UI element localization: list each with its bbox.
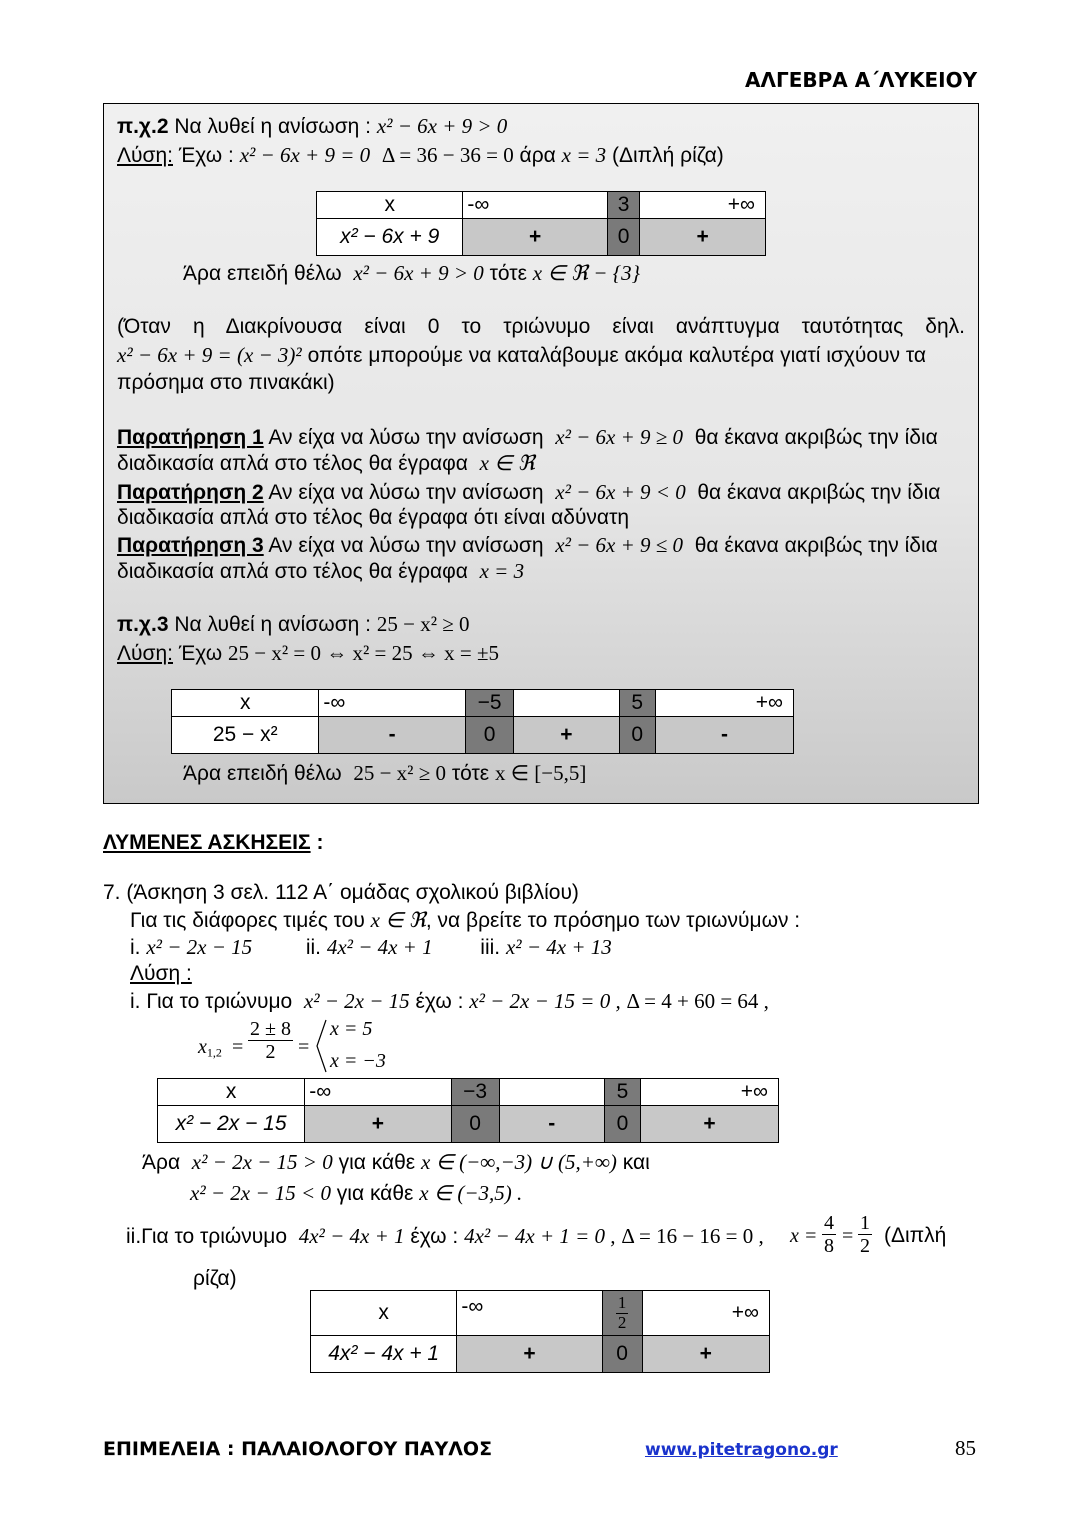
sign-cell: + <box>463 219 608 256</box>
sign-zero: 0 <box>451 1106 499 1143</box>
sign-table-neg-inf: -∞ <box>457 1291 602 1336</box>
double-root-note: (Διπλή <box>884 1224 947 1247</box>
example-2-label: π.χ.2 <box>117 115 169 138</box>
identity-equation: x² − 6x + 9 = (x − 3)² <box>117 343 302 367</box>
sign-zero: 0 <box>607 219 639 256</box>
fraction-numerator: 2 ± 8 <box>250 1018 291 1040</box>
exercise-7-title: 7. (Άσκηση 3 σελ. 112 Α΄ ομάδας σχολικού βιβλίου) <box>103 881 579 904</box>
conclusion-prefix: Άρα επειδή θέλω <box>183 262 342 285</box>
footer-website-link[interactable]: www.pitetragono.gr <box>645 1440 838 1460</box>
example-2-solution <box>117 143 724 168</box>
sign-table-root <box>602 1291 642 1336</box>
solution-label: Λύση: <box>117 144 173 167</box>
solution-equation: x² − 6x + 9 = 0 <box>239 143 371 167</box>
intro-text: i. Για το τριώνυμο <box>130 990 293 1013</box>
observation-text: διαδικασία απλά στο τέλος θα έγραφα <box>117 560 468 583</box>
sign-table-gap <box>499 1079 604 1106</box>
roots-x: x <box>198 1036 207 1058</box>
sign-table-x-header: x <box>311 1291 457 1336</box>
intro-discriminant: Δ = 16 − 16 = 0 , <box>621 1224 764 1248</box>
example-3-inequality: 25 − x² ≥ 0 <box>376 612 470 636</box>
sign-table-ex7-i <box>157 1078 779 1143</box>
sign-cell: + <box>514 717 619 754</box>
fraction-numerator: 1 <box>860 1212 870 1234</box>
sign-cell: + <box>457 1336 602 1373</box>
paragraph-line-2 <box>117 343 926 368</box>
sign-table-root: 3 <box>607 192 639 219</box>
conclusion-set: x ∈ [−5,5] <box>495 761 587 785</box>
solution-root: x = 3 <box>561 143 607 167</box>
intro-equation: x² − 2x − 15 = 0 , <box>469 989 621 1013</box>
sign-table-pos-inf: +∞ <box>640 192 766 219</box>
intro-text: ii.Για το τριώνυμο <box>126 1225 288 1248</box>
observation-1 <box>117 425 938 450</box>
sign-table-gap <box>514 690 619 717</box>
sign-table-expression: x² − 2x − 15 <box>158 1106 305 1143</box>
equals-sign: = <box>842 1225 854 1247</box>
sign-table-root: 5 <box>619 690 655 717</box>
observation-tail: θα έκανα ακριβώς την ίδια <box>694 534 938 557</box>
sign-zero: 0 <box>604 1106 640 1143</box>
sign-table-neg-inf: -∞ <box>319 690 466 717</box>
observation-1-label: Παρατήρηση 1 <box>117 426 264 449</box>
prompt-text: , να βρείτε το πρόσημο των τριωνύμων : <box>425 909 801 932</box>
sign-zero: 0 <box>465 717 513 754</box>
sign-table-neg-inf: -∞ <box>305 1079 451 1106</box>
solution-ara: άρα <box>519 144 556 167</box>
conclusion-text: για κάθε <box>336 1182 414 1205</box>
fraction-denominator: 2 <box>860 1235 870 1257</box>
part-i-conclusion-2 <box>190 1181 522 1206</box>
part-label: iii. <box>480 936 501 959</box>
observation-inequality: x² − 6x + 9 < 0 <box>555 480 686 504</box>
part-i-conclusion-1 <box>142 1150 650 1175</box>
observation-3 <box>117 533 938 558</box>
sign-table-x-header: x <box>317 192 463 219</box>
example-3-label: π.χ.3 <box>117 613 169 636</box>
prompt-set: x ∈ ℜ <box>370 908 426 932</box>
solution-note: (Διπλή ρίζα) <box>611 144 724 167</box>
root-1: x = 5 <box>330 1018 373 1040</box>
part-label: ii. <box>305 936 321 959</box>
solution-prefix: Έχω <box>178 642 223 665</box>
example-3-statement <box>117 612 470 637</box>
exercise-7-parts <box>130 935 612 960</box>
solution-discriminant: Δ = 36 − 36 = 0 <box>381 143 514 167</box>
observation-text: διαδικασία απλά στο τέλος θα έγραφα <box>117 452 468 475</box>
sign-table-root: −3 <box>451 1079 499 1106</box>
root-x: x = <box>790 1225 818 1247</box>
sign-table-ex3 <box>171 689 794 754</box>
observation-inequality: x² − 6x + 9 ≤ 0 <box>555 533 684 557</box>
root-fraction-2 <box>858 1212 872 1257</box>
observation-2 <box>117 480 940 505</box>
conclusion-inequality: x² − 6x + 9 > 0 <box>353 261 484 285</box>
example-3-prompt: Να λυθεί η ανίσωση : <box>174 613 372 636</box>
conclusion-set: x ∈ (−∞,−3) ∪ (5,+∞) <box>421 1150 617 1174</box>
double-root-note-cont: ρίζα) <box>193 1267 237 1290</box>
sign-table-pos-inf: +∞ <box>655 690 793 717</box>
part-expression: x² − 2x − 15 <box>146 935 253 959</box>
sign-zero: 0 <box>619 717 655 754</box>
roots-subscript: 1,2 <box>206 1045 222 1060</box>
paragraph-text: οπότε μπορούμε να καταλάβουμε ακόμα καλυτέρα γιατί ισχύουν τα <box>307 344 927 367</box>
observation-2-label: Παρατήρηση 2 <box>117 481 264 504</box>
sign-table-expression: x² − 6x + 9 <box>317 219 463 256</box>
example-2-inequality: x² − 6x + 9 > 0 <box>376 114 508 138</box>
intro-echo: έχω : <box>410 1225 459 1248</box>
equals-sign: = <box>232 1036 244 1058</box>
conclusion-tote: τότε <box>451 762 490 785</box>
fraction-numerator: 4 <box>824 1212 834 1234</box>
example-3-conclusion <box>183 761 586 786</box>
part-label: i. <box>130 936 141 959</box>
part-i-intro <box>130 989 769 1014</box>
running-header: ΑΛΓΕΒΡΑ Α΄ΛΥΚΕΙΟΥ <box>745 68 978 92</box>
conclusion-set: x ∈ (−3,5) . <box>419 1181 523 1205</box>
sign-cell: + <box>305 1106 451 1143</box>
sign-cell: + <box>642 1336 769 1373</box>
solution-prefix: Έχω : <box>178 144 234 167</box>
paragraph-line-1: (Όταν η Διακρίνουσα είναι 0 το τριώνυμο είναι ανάπτυγμα ταυτότητας δηλ. <box>117 315 965 338</box>
intro-equation: 4x² − 4x + 1 = 0 , <box>464 1224 616 1248</box>
fraction-denominator: 2 <box>265 1041 276 1063</box>
solution-label: Λύση : <box>130 962 192 985</box>
prompt-text: Για τις διάφορες τιμές του <box>130 909 365 932</box>
footer-author: ΕΠΙΜΕΛΕΙΑ : ΠΑΛΑΙΟΛΟΓΟΥ ΠΑΥΛΟΣ <box>103 1438 493 1460</box>
sign-table-ex7-ii <box>310 1290 770 1373</box>
root-2: x = −3 <box>330 1050 386 1072</box>
observation-text: Αν είχα να λύσω την ανίσωση <box>268 481 544 504</box>
conclusion-prefix: Άρα <box>142 1151 181 1174</box>
sign-table-root: 5 <box>604 1079 640 1106</box>
sign-zero: 0 <box>602 1336 642 1373</box>
conclusion-tote: τότε <box>489 262 527 285</box>
example-2-conclusion <box>183 261 640 286</box>
roots-brace <box>314 1018 328 1074</box>
sign-table-neg-inf: -∞ <box>463 192 608 219</box>
conclusion-prefix: Άρα επειδή θέλω <box>183 762 342 785</box>
sign-cell: - <box>319 717 466 754</box>
section-heading-text: ΛΥΜΕΝΕΣ ΑΣΚΗΣΕΙΣ <box>103 831 311 854</box>
sign-table-expression: 4x² − 4x + 1 <box>311 1336 457 1373</box>
sign-table-expression: 25 − x² <box>172 717 319 754</box>
observation-tail: θα έκανα ακριβώς την ίδια <box>694 426 938 449</box>
sign-table-ex2 <box>316 191 766 256</box>
part-ii-intro <box>126 1224 764 1249</box>
solution-label: Λύση: <box>117 642 173 665</box>
observation-inequality: x² − 6x + 9 ≥ 0 <box>555 425 684 449</box>
observation-result: x ∈ ℜ <box>479 451 535 475</box>
conclusion-inequality: x² − 2x − 15 > 0 <box>191 1150 333 1174</box>
sign-table-root: −5 <box>465 690 513 717</box>
intro-discriminant: Δ = 4 + 60 = 64 , <box>626 989 769 1013</box>
paragraph-line-3: πρόσημα στο πινακάκι) <box>117 371 335 394</box>
sign-cell: + <box>641 1106 779 1143</box>
solution-chain: 25 − x² = 0 ⇔ x² = 25 ⇔ x = ±5 <box>228 641 500 665</box>
section-heading-colon: : <box>316 831 324 854</box>
sign-table-x-header: x <box>158 1079 305 1106</box>
sign-cell: - <box>499 1106 604 1143</box>
equals-sign: = <box>298 1036 310 1058</box>
part-expression: 4x² − 4x + 1 <box>326 935 433 959</box>
conclusion-text: για κάθε <box>338 1151 416 1174</box>
exercise-7-prompt <box>130 908 800 933</box>
observation-text: Αν είχα να λύσω την ανίσωση <box>268 534 544 557</box>
page-number: 85 <box>955 1436 976 1460</box>
conclusion-inequality: x² − 2x − 15 < 0 <box>190 1181 331 1205</box>
sign-table-pos-inf: +∞ <box>641 1079 779 1106</box>
fraction-denominator: 2 <box>617 1312 627 1332</box>
roots-fraction <box>248 1018 293 1063</box>
fraction-numerator: 1 <box>617 1292 627 1312</box>
sign-table-pos-inf: +∞ <box>642 1291 769 1336</box>
observation-2-line-2: διαδικασία απλά στο τέλος θα έγραφα ότι είναι αδύνατη <box>117 506 630 529</box>
observation-text: Αν είχα να λύσω την ανίσωση <box>268 426 544 449</box>
observation-tail: θα έκανα ακριβώς την ίδια <box>697 481 941 504</box>
example-3-solution <box>117 641 499 666</box>
observation-1-line-2 <box>117 451 535 476</box>
fraction-denominator: 8 <box>824 1235 834 1257</box>
example-2-prompt: Να λυθεί η ανίσωση : <box>174 115 372 138</box>
intro-expression: 4x² − 4x + 1 <box>298 1224 405 1248</box>
root-fraction-1 <box>822 1212 836 1257</box>
observation-3-label: Παρατήρηση 3 <box>117 534 264 557</box>
intro-echo: έχω : <box>415 990 464 1013</box>
part-expression: x² − 4x + 13 <box>505 935 612 959</box>
conclusion-set: x ∈ ℜ − {3} <box>532 261 640 285</box>
intro-expression: x² − 2x − 15 <box>303 989 410 1013</box>
sign-cell: + <box>640 219 766 256</box>
conclusion-text: και <box>622 1151 650 1174</box>
observation-3-line-2 <box>117 559 524 584</box>
sign-table-x-header: x <box>172 690 319 717</box>
example-2-statement <box>117 114 507 139</box>
section-heading <box>103 831 323 855</box>
observation-result: x = 3 <box>479 559 525 583</box>
sign-cell: - <box>655 717 793 754</box>
root-fraction <box>616 1294 629 1332</box>
conclusion-inequality: 25 − x² ≥ 0 <box>353 761 446 785</box>
